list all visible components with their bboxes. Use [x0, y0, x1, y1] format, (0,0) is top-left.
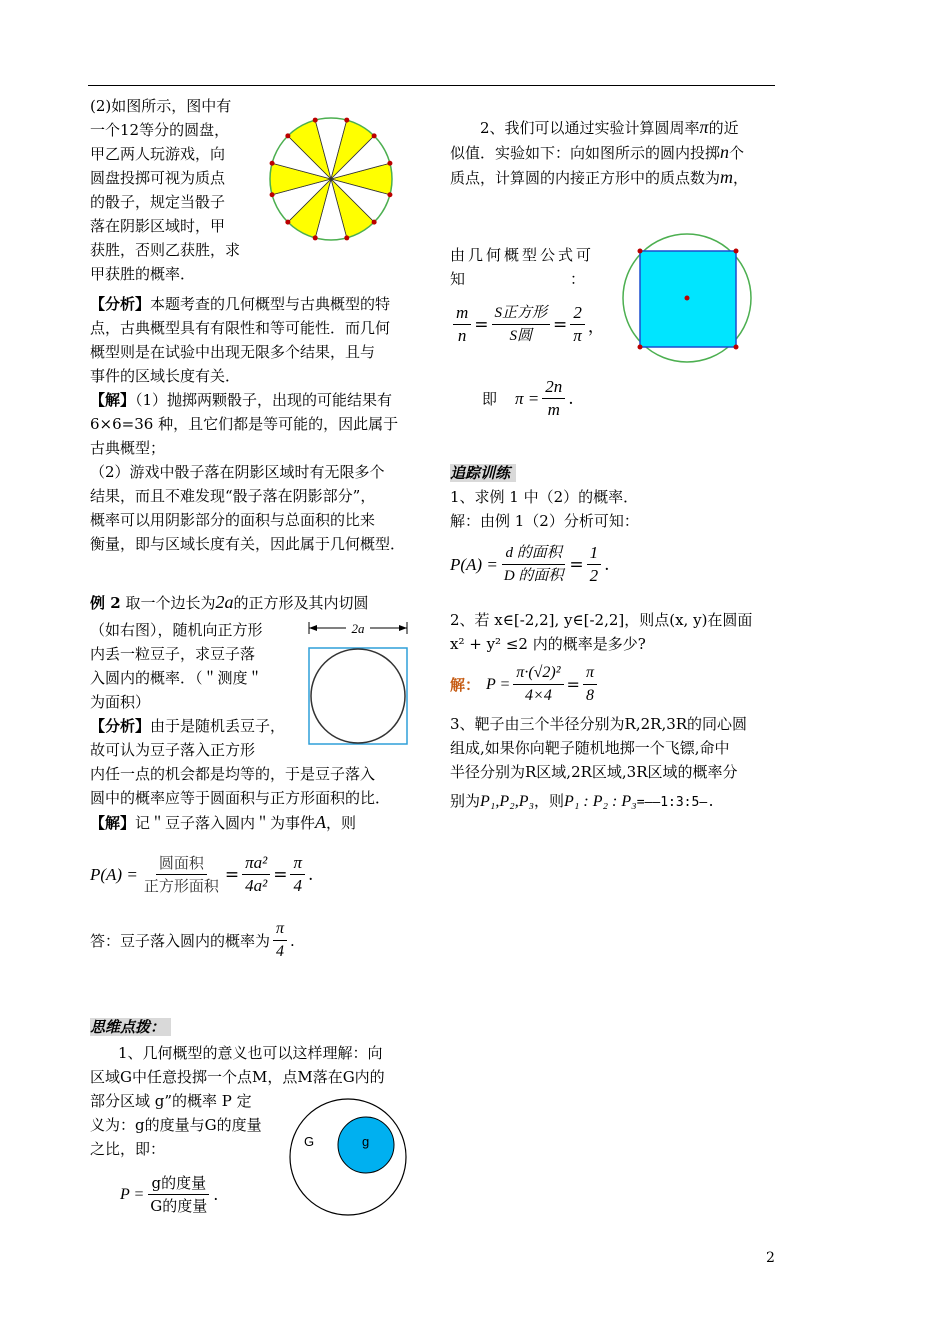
- example2-heading: [90, 590, 368, 615]
- text-line: （1）抛掷两颗骰子，出现的可能结果有: [135, 391, 393, 409]
- thinking-title: [90, 1015, 171, 1039]
- text-line: 甲获胜的概率．: [90, 265, 196, 283]
- text-line: ，则: [326, 814, 357, 832]
- pi-experiment: [450, 115, 780, 190]
- text-line: 3、靶子由三个半径分别为R,2R,3R的同心圆: [450, 715, 748, 733]
- text-line: 事件的区域长度有关．: [90, 367, 241, 385]
- equals: =: [474, 314, 489, 335]
- text-line: 2、我们可以通过实验计算圆周率: [480, 119, 700, 137]
- text-line: 落在阴影区域时，甲: [90, 217, 226, 235]
- text-lead: 即: [482, 390, 498, 408]
- formula-lhs: P =: [120, 1185, 145, 1203]
- fraction-numerator: π: [273, 918, 287, 941]
- region-g-diagram: [287, 1096, 409, 1218]
- fraction-denominator: 4: [293, 876, 302, 895]
- equals: =: [553, 314, 568, 335]
- fraction-denominator: m: [547, 400, 560, 419]
- fraction-numerator: 2: [570, 302, 585, 325]
- text-line: 个: [729, 144, 745, 162]
- text-line: （2）游戏中骰子落在阴影区域时有无限多个: [90, 463, 385, 481]
- page-number: 2: [766, 1250, 775, 1266]
- answer-line: [90, 918, 295, 963]
- example1-part2: [90, 94, 240, 286]
- disk-point: [387, 161, 392, 166]
- fraction-numerator: m: [453, 302, 471, 325]
- fraction-denominator: D 的面积: [503, 568, 564, 584]
- text-line: x² + y² ≤2 内的概率是多少?: [450, 635, 646, 653]
- text-line: 记＂豆子落入圆内＂为事件: [135, 814, 316, 832]
- fraction-denominator: n: [457, 326, 467, 345]
- thinking-title-text: 思维点拨：: [90, 1018, 171, 1036]
- text-line: 区域G中任意投掷一个点M，点M落在G内的: [90, 1068, 385, 1086]
- fraction-numerator: g的度量: [148, 1172, 209, 1195]
- fraction-numerator: 2n: [542, 376, 565, 399]
- solution-tag: 【解】: [90, 391, 136, 409]
- text-line: 内任一点的机会都是均等的，于是豆子落入: [90, 765, 376, 783]
- question2: [450, 608, 752, 656]
- formula-pi-estimate: [482, 376, 574, 421]
- text-line: 6×6=36 种，且它们都是等可能的，因此属于: [90, 415, 399, 433]
- question3: [450, 712, 747, 820]
- analysis-tag: 【分析】: [90, 717, 151, 735]
- text-line: 2、若 x∈[-2,2], y∈[-2,2]，则点(x, y)在圆面: [450, 611, 753, 629]
- formula-pi-ratio: [450, 302, 605, 347]
- probabilities: P₁,P₂,P₃: [480, 793, 535, 810]
- equals: =: [224, 864, 240, 885]
- period: .: [290, 931, 295, 950]
- track-title: [450, 461, 516, 485]
- fraction-denominator: π: [573, 326, 582, 345]
- disk-point: [285, 133, 290, 138]
- twelve-sector-disk: [266, 114, 396, 244]
- fraction-denominator: 4: [276, 943, 285, 960]
- text-line: 结果，而且不难发现“骰子落在阴影部分”，: [90, 487, 376, 505]
- text-line: 古典概型；: [90, 439, 166, 457]
- text-line: 由几何概型公式可: [450, 246, 595, 264]
- fraction-denominator: S圆: [509, 328, 533, 344]
- text-line: （如右图），随机向正方形: [90, 621, 263, 639]
- disk-point: [313, 235, 318, 240]
- ratio-answer: =——1:3:5—.: [636, 795, 715, 810]
- fraction-denominator: 2: [589, 566, 599, 585]
- ratio-expression: P₁ : P₂ : P₃: [564, 793, 637, 810]
- fraction-numerator: π: [290, 852, 305, 875]
- equals: =: [566, 675, 580, 694]
- analysis-tag: 【分析】: [90, 295, 151, 313]
- header-rule: [88, 85, 775, 86]
- fraction-denominator: 8: [585, 687, 594, 704]
- formula-q1: [450, 542, 610, 587]
- fraction-denominator: G的度量: [150, 1197, 208, 1215]
- text-line: 本题考查的几何概型与古典概型的特: [150, 295, 391, 313]
- example2-intro2: 的正方形及其内切圆: [233, 594, 369, 612]
- fraction-numerator: π·(√2)²: [513, 662, 563, 685]
- event-a: A: [315, 812, 327, 832]
- disk-point: [344, 118, 349, 123]
- fraction-numerator: S正方形: [492, 302, 551, 325]
- text-line: 故可认为豆子落入正方形: [90, 741, 256, 759]
- formula-lhs: P(A) =: [90, 864, 138, 884]
- big-region-label: G: [304, 1134, 315, 1149]
- text-line: 的近: [708, 119, 739, 137]
- formula-q2: [450, 662, 600, 707]
- text-line: 别为: [450, 792, 481, 810]
- equals: =: [273, 864, 288, 885]
- circle-inscribed-square: [620, 232, 754, 364]
- square-side-label: 2a: [351, 621, 365, 636]
- disk-point: [372, 133, 377, 138]
- question1: [450, 485, 639, 533]
- text-line: 1、求例 1 中（2）的概率．: [450, 488, 639, 506]
- text-line: 衡量，即与区域长度有关，因此属于几何概型．: [90, 535, 406, 553]
- text-line: 获胜，否则乙获胜，求: [90, 241, 241, 259]
- formula-measure-ratio: [120, 1172, 218, 1217]
- disk-point: [270, 192, 275, 197]
- formula-lhs: P(A) =: [450, 554, 498, 574]
- text-line: 点，古典概型具有有限性和等可能性．而几何: [90, 319, 391, 337]
- text-line: 知 ：: [450, 270, 586, 288]
- formula-lhs: P =: [486, 675, 511, 693]
- fraction-numerator: π: [583, 662, 597, 685]
- small-region-label: g: [362, 1134, 370, 1149]
- formula-probability-circle: [90, 852, 313, 897]
- text-line: 义为：g的度量与G的度量: [90, 1116, 262, 1134]
- solution-tag: 解：: [450, 676, 481, 694]
- text-line: 由于是随机丢豆子，: [150, 717, 286, 735]
- disk-point: [313, 118, 318, 123]
- text-line: 一个12等分的圆盘，: [90, 121, 230, 139]
- text-line: 甲乙两人玩游戏，向: [90, 145, 226, 163]
- disk-point: [372, 220, 377, 225]
- text-line: 的骰子，规定当骰子: [90, 193, 226, 211]
- fraction-numerator: d 的面积: [502, 542, 564, 565]
- period: .: [604, 554, 610, 575]
- text-line: 之比，即：: [90, 1140, 166, 1158]
- formula-lhs: π =: [515, 388, 540, 408]
- formula-intro: [450, 243, 594, 291]
- text-line: 圆盘投掷可视为质点: [90, 169, 226, 187]
- answer-text: 答：豆子落入圆内的概率为: [90, 932, 271, 950]
- fraction-numerator: πa²: [242, 852, 270, 875]
- analysis-block: [90, 292, 420, 556]
- text-line: 概率可以用阴影部分的面积与总面积的比来: [90, 511, 376, 529]
- text-line: 为面积）: [90, 693, 151, 711]
- fraction-numerator: 1: [587, 542, 602, 565]
- pi-symbol: π: [699, 117, 709, 137]
- period: .: [307, 864, 314, 885]
- disk-point: [270, 161, 275, 166]
- text-line: 似值．实验如下：向如图所示的圆内投掷: [450, 144, 721, 162]
- example2-tag: 例 2: [90, 594, 121, 612]
- text-line: 1、几何概型的意义也可以这样理解：向: [118, 1044, 383, 1062]
- fraction-denominator: 4a²: [245, 876, 268, 895]
- text-line: ，: [733, 169, 749, 187]
- solution-tag: 【解】: [90, 814, 136, 832]
- text-line: 部分区域 g”的概率 P 定: [90, 1092, 252, 1110]
- text-line: 解：由例 1（2）分析可知：: [450, 512, 639, 530]
- example2-intro: 取一个边长为: [125, 594, 216, 612]
- square-inscribed-circle: [306, 618, 410, 746]
- text-line: 入圆内的概率．（＂测度＂: [90, 669, 263, 687]
- fraction-denominator: 4×4: [525, 687, 552, 704]
- text-line: 质点，计算圆的内接正方形中的质点数为: [450, 169, 721, 187]
- period: .: [568, 388, 574, 409]
- text-line: 概型则是在试验中出现无限多个结果，且与: [90, 343, 376, 361]
- side-length: 2a: [215, 592, 234, 612]
- track-title-text: 追踪训练: [450, 464, 516, 482]
- text-line: 圆中的概率应等于圆面积与正方形面积的比．: [90, 789, 391, 807]
- text-line: 组成,如果你向靶子随机地掷一个飞镖,命中: [450, 739, 730, 757]
- disk-point: [344, 235, 349, 240]
- text-line: 半径分别为R区域,2R区域,3R区域的概率分: [450, 763, 738, 781]
- equals: =: [569, 554, 584, 575]
- m-symbol: m: [720, 167, 734, 187]
- text-line: 内丢一粒豆子，求豆子落: [90, 645, 256, 663]
- comma: ，: [587, 317, 605, 337]
- disk-point: [285, 220, 290, 225]
- n-symbol: n: [720, 142, 730, 162]
- period: .: [213, 1185, 219, 1204]
- text-line: ，则: [534, 792, 565, 810]
- text-line: (2)如图所示，图中有: [90, 97, 232, 115]
- disk-point: [387, 192, 392, 197]
- fraction-denominator: 正方形面积: [143, 877, 219, 895]
- fraction-numerator: 圆面积: [156, 852, 207, 875]
